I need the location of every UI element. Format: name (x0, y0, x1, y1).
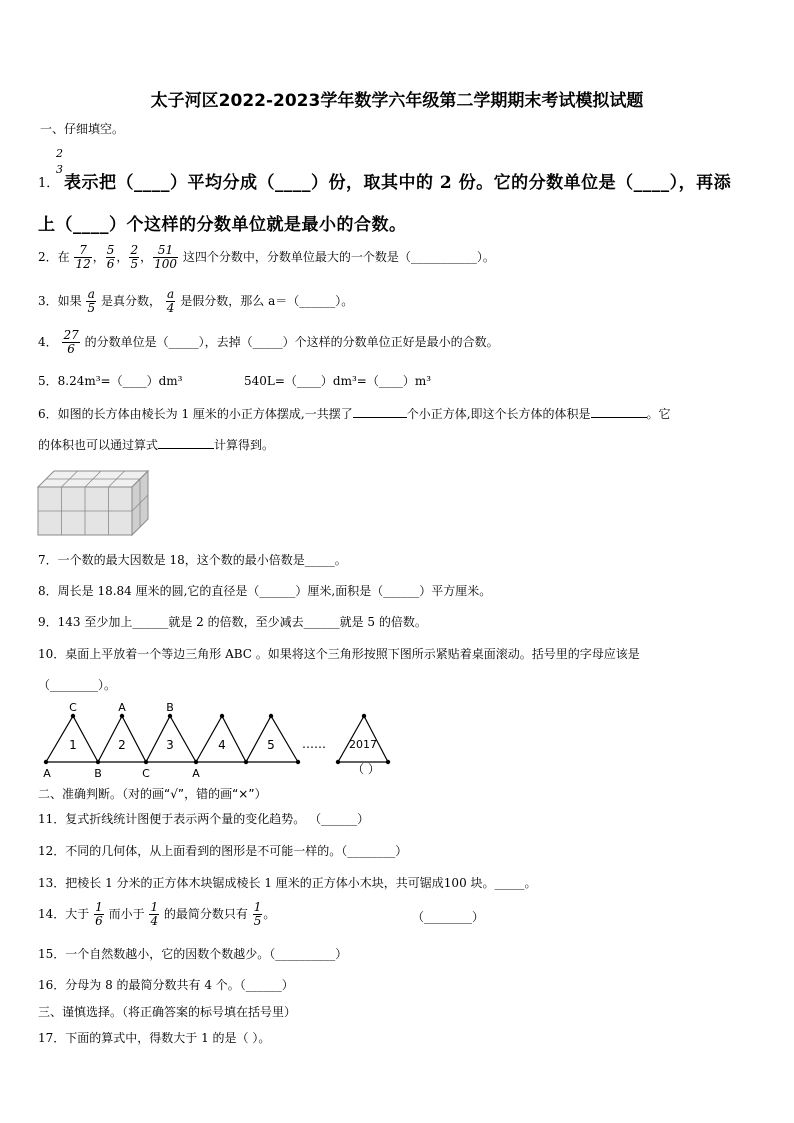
vertex-bottom-4: A (192, 767, 200, 780)
q6-line2: 的体积也可以通过算式 计算得到。 (38, 438, 275, 452)
question-3: 3．如果 $\frac{a}{5}$ 是真分数， $\frac{a}{4}$ 是假分数，那么 a＝（______）。 (38, 287, 354, 315)
triangle-label-3: 3 (166, 738, 174, 752)
vertex-bottom-2: B (94, 767, 102, 780)
cuboid-illustration (36, 465, 156, 540)
question-13: 13．把棱长 1 分米的正方体木块锯成棱长 1 厘米的正方体小木块，共可锯成100 块。_____。 (38, 876, 537, 890)
q2-fraction-4: $\frac{51}{100}$ (154, 243, 177, 271)
q5-left: 5．8.24m³=（____）dm³ (38, 374, 183, 388)
q10-line1: 10．桌面上平放着一个等边三角形 ABC 。如果将这个三角形按照下图所示紧贴着桌面滚动。括号里的字母应该是 (38, 647, 640, 661)
question-2: 2．在 $\frac{7}{12}$ ， $\frac{5}{6}$ ， $\frac{2}{5}$ ， $\frac{51}{100}$ 这四个分数中，分数单位最大的一个数是（___________）。 (38, 243, 495, 271)
vertex-bottom-3: C (142, 767, 150, 780)
q1-number: 1． (38, 176, 60, 191)
q14-fraction-1: $\frac{1}{6}$ (95, 900, 103, 928)
q14-fraction-3: $\frac{1}{5}$ (253, 900, 262, 928)
q14-fraction-2: $\frac{1}{4}$ (150, 900, 159, 928)
q1-line2: 上（____）个这样的分数单位就是最小的合数。 (38, 215, 407, 235)
vertex-top-3: B (166, 701, 174, 714)
rolling-triangle-diagram (36, 700, 396, 782)
q3-fraction-1: $\frac{a}{5}$ (87, 287, 96, 315)
triangle-label-2017: 2017 (349, 738, 377, 751)
q2-prefix: 在 (57, 250, 70, 264)
q2-number: 2． (38, 250, 58, 264)
continuation-dots: …… (302, 737, 326, 751)
question-15: 15．一个自然数越小，它的因数个数越少。（__________） (38, 947, 348, 961)
question-14: 14．大于 $\frac{1}{6}$ 而小于 $\frac{1}{4}$ 的最简分数只有 $\frac{1}{5}$ 。 (38, 900, 276, 928)
triangle-label-1: 1 (69, 738, 77, 752)
question-9: 9．143 至少加上______就是 2 的倍数，至少减去______就是 5 的倍数。 (38, 615, 427, 629)
q2-text: 这四个分数中，分数单位最大的一个数是（___________）。 (182, 250, 495, 264)
question-12: 12．不同的几何体，从上面看到的图形是不可能一样的。（________） (38, 844, 408, 858)
question-11: 11．复式折线统计图便于表示两个量的变化趋势。 （______） (38, 812, 370, 826)
vertex-top-2: A (118, 701, 126, 714)
question-16: 16．分母为 8 的最简分数共有 4 个。（______） (38, 978, 294, 992)
q2-fraction-1: $\frac{7}{12}$ (75, 243, 91, 271)
section-heading-fill-in: 一、仔细填空。 (40, 122, 125, 136)
answer-paren: （ ） (352, 762, 380, 776)
triangle-label-2: 2 (118, 738, 126, 752)
q2-fraction-2: $\frac{5}{6}$ (106, 243, 115, 271)
vertex-bottom-1: A (43, 767, 51, 780)
page-title: 太子河区2022-2023学年数学六年级第二学期期末考试模拟试题 (150, 91, 644, 111)
q1-fraction-numerator: 2 (56, 147, 63, 160)
q10-line2: （________）。 (38, 678, 117, 692)
q14-answer-paren: （________） (412, 910, 485, 924)
question-4: 4． $\frac{27}{6}$ 的分数单位是（_____），去掉（_____）个这样的分数单位正好是最小的合数。 (38, 328, 499, 356)
q2-fraction-3: $\frac{2}{5}$ (130, 243, 139, 271)
q5-right: 540L=（____）dm³=（____）m³ (244, 374, 432, 388)
vertex-top-1: C (69, 701, 77, 714)
section-heading-choice: 三、谨慎选择。（将正确答案的标号填在括号里） (38, 1005, 297, 1019)
question-8: 8．周长是 18.84 厘米的圆,它的直径是（______）厘米,面积是（______）平方厘米。 (38, 584, 492, 598)
triangle-label-5: 5 (267, 738, 275, 752)
section-heading-judge: 二、准确判断。（对的画“√”，错的画“×”） (38, 787, 267, 801)
q4-fraction: $\frac{27}{6}$ (63, 328, 79, 356)
question-7: 7．一个数的最大因数是 18，这个数的最小倍数是_____。 (38, 553, 347, 567)
q3-fraction-2: $\frac{a}{4}$ (166, 287, 175, 315)
question-17: 17．下面的算式中，得数大于 1 的是（ ）。 (38, 1031, 271, 1045)
triangle-label-4: 4 (218, 738, 226, 752)
q1-fraction-denominator: 3 (56, 163, 63, 176)
q1-line1: 表示把（____）平均分成（____）份，取其中的 2 份。它的分数单位是（____），再添 (64, 173, 732, 193)
q6-line1: 6．如图的长方体由棱长为 1 厘米的小正方体摆成,一共摆了 个小正方体,即这个长方体的体积是 。它 (38, 407, 671, 421)
